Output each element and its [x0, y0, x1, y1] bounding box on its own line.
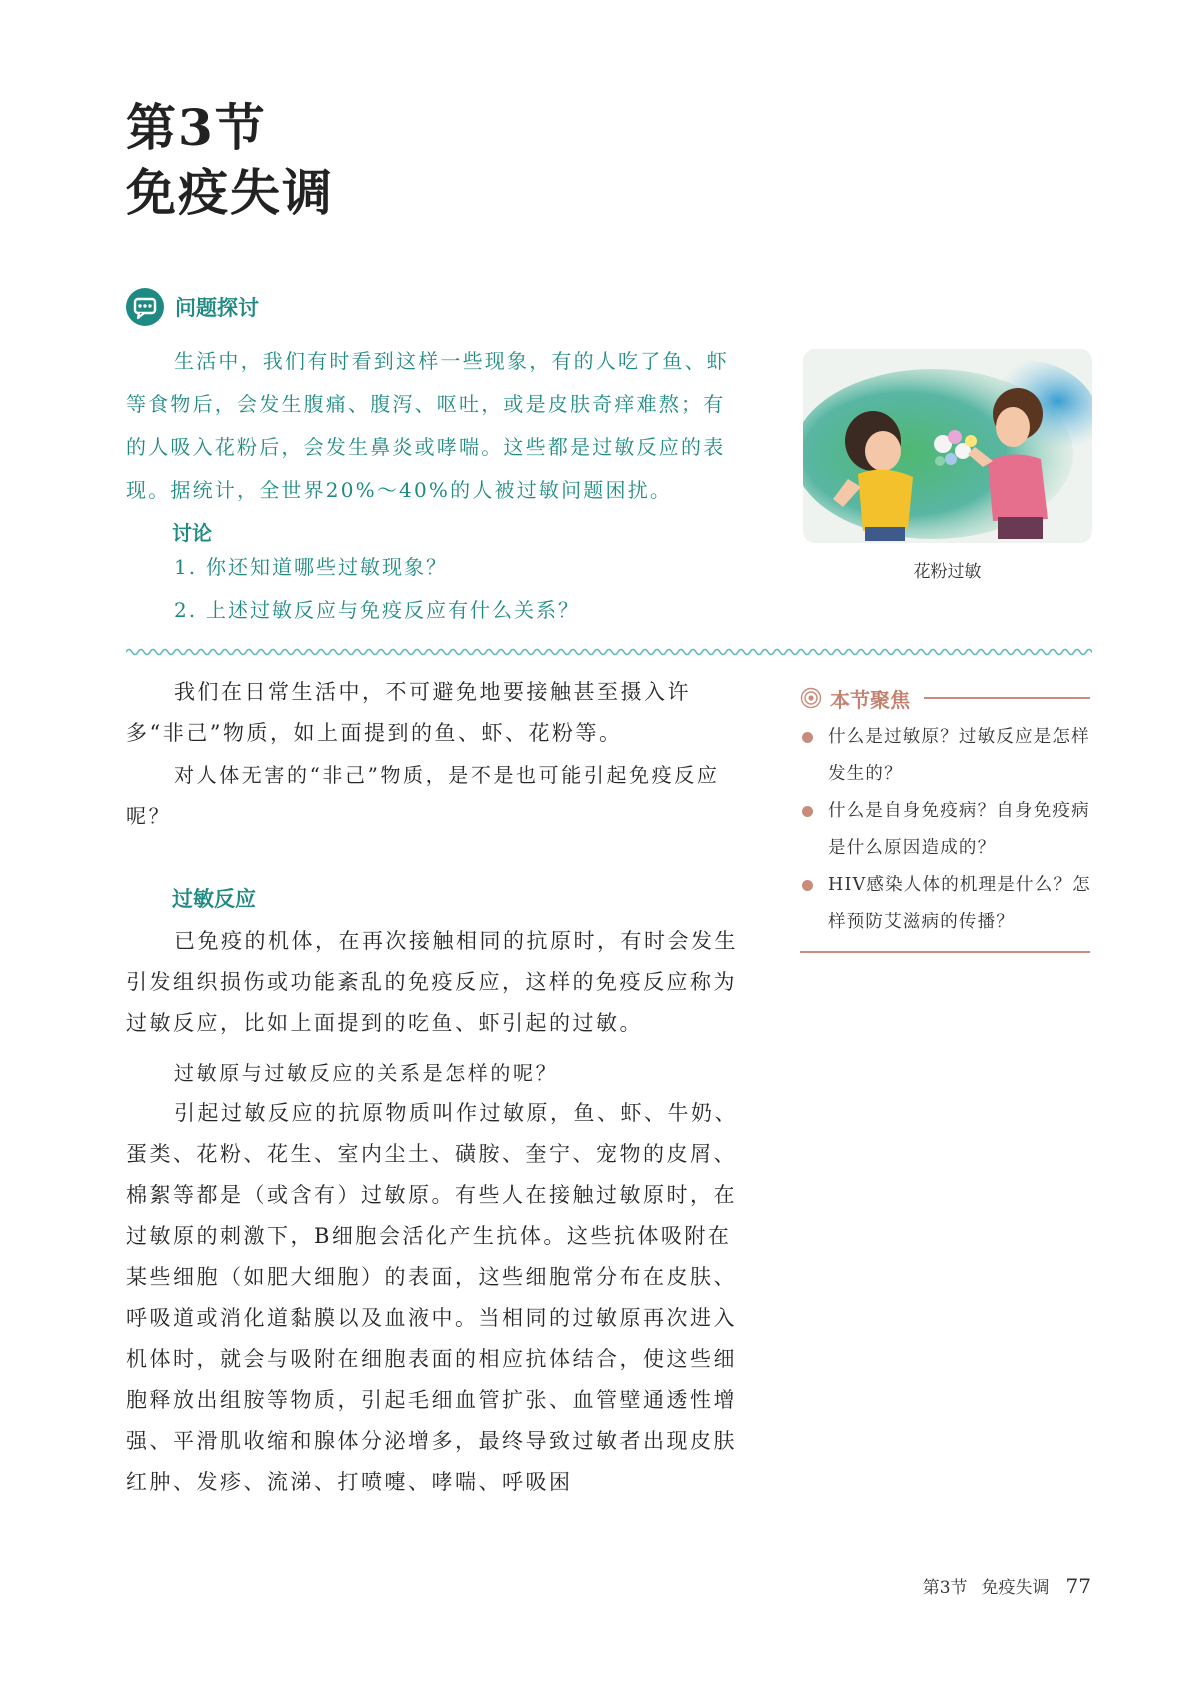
focus-item-text: 什么是自身免疫病？自身免疫病是什么原因造成的？: [828, 801, 1090, 858]
focus-item-text: HIV感染人体的机理是什么？怎样预防艾滋病的传播？: [828, 875, 1091, 932]
section-number: 第3节: [126, 98, 267, 157]
focus-item: [800, 867, 1095, 941]
page-footer: [923, 1573, 1091, 1598]
body-paragraph: 引起过敏反应的抗原物质叫作过敏原，鱼、虾、牛奶、蛋类、花粉、花生、室内尘土、磺胺、奎宁、宠物的皮屑、棉絮等都是（或含有）过敏原。有些人在接触过敏原时，在过敏原的刺激下，B细胞会活化产生抗体。这些抗体吸附在某些细胞（如肥大细胞）的表面，这些细胞常分布在皮肤、呼吸道或消化道黏膜以及血液中。当相同的过敏原再次进入机体时，就会与吸附在细胞表面的相应抗体结合，使这些细胞释放出组胺等物质，引起毛细血管扩张、血管壁通透性增强、平滑肌收缩和腺体分泌增多，最终导致过敏者出现皮肤红肿、发疹、流涕、打喷嚏、哮喘、呼吸困: [126, 1101, 738, 1494]
body-paragraph: 过敏原与过敏反应的关系是怎样的呢？: [174, 1061, 559, 1085]
pollen-allergy-illustration: [803, 349, 1092, 543]
focus-divider: [924, 697, 1090, 699]
focus-item: [800, 719, 1095, 793]
focus-item: [800, 793, 1095, 867]
wavy-divider: [126, 645, 1092, 659]
focus-divider: [800, 951, 1090, 953]
speech-bubble-icon: [126, 288, 164, 326]
footer-section: 第3节: [922, 1578, 968, 1598]
question-text: 上述过敏反应与免疫反应有什么关系？: [206, 598, 580, 622]
target-icon: [800, 687, 822, 709]
body-paragraph: 我们在日常生活中，不可避免地要接触甚至摄入许多“非己”物质，如上面提到的鱼、虾、花粉等。: [126, 680, 691, 745]
bullet-icon: [802, 732, 813, 743]
body-paragraph: 已免疫的机体，在再次接触相同的抗原时，有时会发生引发组织损伤或功能紊乱的免疫反应，这样的免疫反应称为过敏反应，比如上面提到的吃鱼、虾引起的过敏。: [126, 929, 738, 1035]
question-number: 2.: [174, 598, 198, 622]
illustration-caption: 花粉过敏: [913, 562, 982, 582]
bullet-icon: [802, 880, 813, 891]
focus-title: 本节聚焦: [830, 688, 910, 712]
focus-list: [800, 719, 1095, 941]
discussion-title: 问题探讨: [175, 296, 259, 320]
discussion-paragraph: 生活中，我们有时看到这样一些现象，有的人吃了鱼、虾等食物后，会发生腹痛、腹泻、呕吐，或是皮肤奇痒难熬；有的人吸入花粉后，会发生鼻炎或哮喘。这些都是过敏反应的表现。据统计，全世界20%～40%的人被过敏问题困扰。: [126, 349, 729, 502]
discussion-question: [174, 594, 580, 623]
page-title: 免疫失调: [126, 163, 334, 222]
section-heading: 过敏反应: [172, 887, 256, 911]
focus-item-text: 什么是过敏原？过敏反应是怎样发生的？: [828, 727, 1090, 784]
footer-title: 免疫失调: [981, 1578, 1050, 1598]
page-number: 77: [1065, 1574, 1091, 1598]
bullet-icon: [802, 806, 813, 817]
discussion-subtitle: 讨论: [172, 521, 212, 545]
discussion-question: [174, 551, 448, 580]
body-paragraph: 对人体无害的“非己”物质，是不是也可能引起免疫反应呢？: [126, 763, 720, 828]
question-text: 你还知道哪些过敏现象？: [206, 555, 448, 579]
question-number: 1.: [174, 555, 198, 579]
